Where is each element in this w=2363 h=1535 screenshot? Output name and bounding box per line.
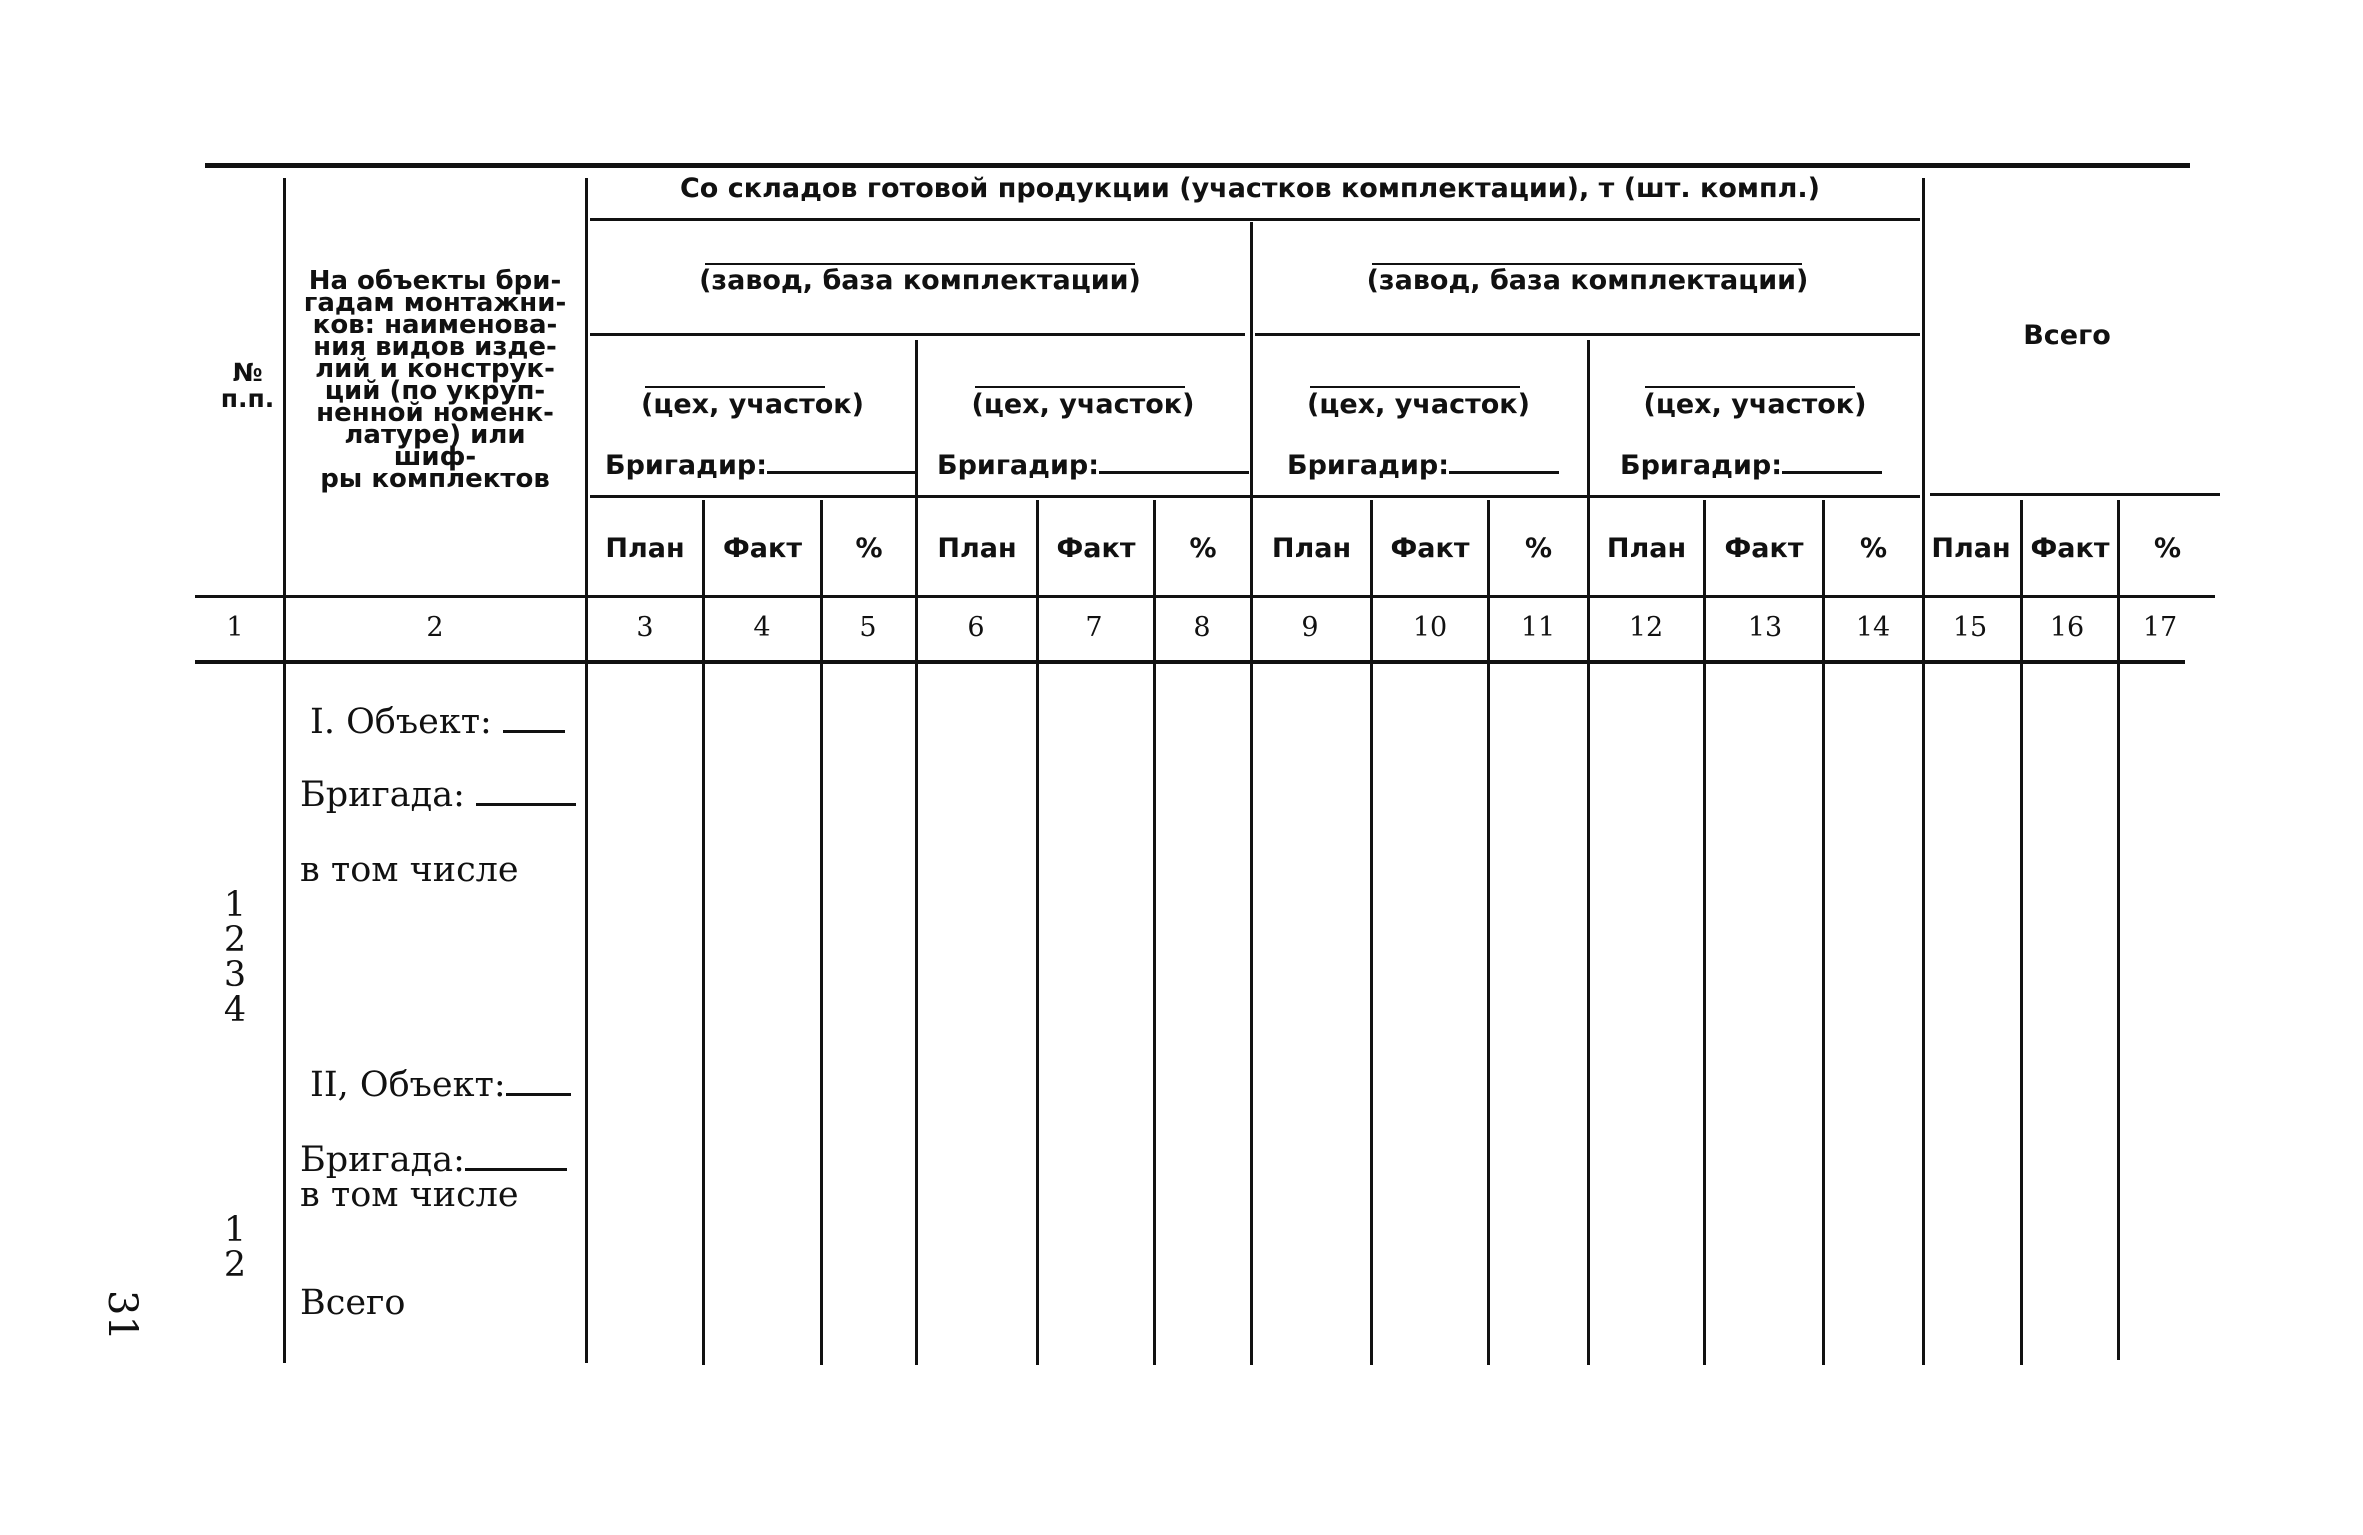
col-name-line: ков: наименова- xyxy=(312,310,558,340)
row-number: 1 xyxy=(223,1210,247,1250)
factory1-underline xyxy=(590,333,1245,336)
col-divider-group-1 xyxy=(915,340,918,1365)
column-number-heading: № п.п. xyxy=(220,358,275,413)
total-underline xyxy=(1930,493,2220,496)
fact-heading: Факт xyxy=(2030,533,2110,564)
object2 xyxy=(310,1065,571,1105)
foreman1-label: Бригадир: xyxy=(605,450,767,481)
factory2-underline xyxy=(1255,333,1920,336)
foreman4-label: Бригадир: xyxy=(1620,450,1782,481)
column-number: 2 xyxy=(426,612,444,643)
plan-heading: План xyxy=(1271,533,1352,564)
percent-heading: % xyxy=(1524,533,1553,564)
fact-heading: Факт xyxy=(723,533,802,564)
brigade1-blank xyxy=(476,803,576,806)
brigade2-blank xyxy=(465,1168,567,1171)
table-top-rule xyxy=(205,163,2190,168)
column-number: 14 xyxy=(1855,612,1891,643)
total-heading: Всего xyxy=(2023,320,2111,351)
col-name-line: На объекты бри- xyxy=(308,266,562,296)
total-row-label: Всего xyxy=(300,1283,406,1323)
object1-label: I. Объект: xyxy=(310,702,492,742)
column-numbers-bottom-rule xyxy=(195,660,2185,664)
col-divider-g xyxy=(1703,500,1706,1365)
page-number: 31 xyxy=(99,1290,145,1341)
column-number: 9 xyxy=(1301,612,1319,643)
shop1-label: (цех, участок) xyxy=(641,389,864,420)
row-number: 4 xyxy=(223,990,247,1030)
foreman3-blank xyxy=(1449,471,1559,474)
column-number: 4 xyxy=(753,612,771,643)
column-number: 6 xyxy=(967,612,985,643)
column-number: 16 xyxy=(2049,612,2085,643)
table-title: Со складов готовой продукции (участков комплектации), т (шт. компл.) xyxy=(679,173,1821,204)
row-number: 1 xyxy=(223,885,247,925)
foreman2 xyxy=(937,450,1249,481)
column-number: 3 xyxy=(636,612,654,643)
object2-blank xyxy=(506,1093,571,1096)
shop-underline xyxy=(590,495,1920,498)
row-number: 2 xyxy=(223,920,247,960)
title-underline xyxy=(590,218,1920,221)
foreman2-blank xyxy=(1099,471,1249,474)
foreman4 xyxy=(1620,450,1882,481)
factory1-label: (завод, база комплектации) xyxy=(699,265,1141,296)
foreman3 xyxy=(1287,450,1559,481)
plan-heading: План xyxy=(605,533,685,564)
col-divider-c xyxy=(1036,500,1039,1365)
shop1-blank xyxy=(645,386,825,388)
shop4-blank xyxy=(1645,386,1855,388)
including2-label: в том числе xyxy=(300,1175,519,1215)
col-name-line: ния видов изде- xyxy=(313,332,557,362)
column-name-heading xyxy=(300,266,570,494)
col-divider-j xyxy=(2117,500,2120,1360)
foreman2-label: Бригадир: xyxy=(937,450,1099,481)
brigade1-label: Бригада: xyxy=(300,775,465,815)
object1 xyxy=(310,702,565,742)
col-divider-a xyxy=(702,500,705,1365)
col-divider-total xyxy=(1922,178,1925,1365)
fact-heading: Факт xyxy=(1724,533,1804,564)
col-divider-f xyxy=(1487,500,1490,1365)
brigade2-label: Бригада: xyxy=(300,1140,465,1180)
column-number: 11 xyxy=(1520,612,1556,643)
row-number: 2 xyxy=(223,1245,247,1285)
col-divider-e xyxy=(1370,500,1373,1365)
foreman4-blank xyxy=(1782,471,1882,474)
object2-label: II, Объект: xyxy=(310,1065,506,1105)
plan-heading: План xyxy=(1606,533,1687,564)
column-number: 10 xyxy=(1412,612,1448,643)
column-number: 5 xyxy=(859,612,877,643)
foreman1 xyxy=(605,450,917,481)
fact-heading: Факт xyxy=(1390,533,1470,564)
column-number: 1 xyxy=(226,612,244,643)
brigade1 xyxy=(300,775,576,815)
col-name-line: ненной номенк- xyxy=(316,398,554,428)
percent-heading: % xyxy=(855,533,883,564)
column-number: 12 xyxy=(1628,612,1664,643)
col-divider-2 xyxy=(585,178,588,1363)
col-name-line: гадам монтажни- xyxy=(303,288,567,318)
col-divider-group-3 xyxy=(1587,340,1590,1365)
plan-heading: План xyxy=(1931,533,2011,564)
shop3-blank xyxy=(1310,386,1520,388)
column-number: 17 xyxy=(2142,612,2178,643)
column-number: 13 xyxy=(1747,612,1783,643)
col-divider-b xyxy=(820,500,823,1365)
col-name-line: лий и конструк- xyxy=(315,354,555,384)
col-name-line: ры комплектов xyxy=(320,464,550,494)
percent-heading: % xyxy=(2153,533,2182,564)
foreman3-label: Бригадир: xyxy=(1287,450,1449,481)
shop4-label: (цех, участок) xyxy=(1643,389,1867,420)
foreman1-blank xyxy=(767,471,917,474)
plan-heading: План xyxy=(937,533,1017,564)
col-divider-1 xyxy=(283,178,286,1363)
header-bottom-rule xyxy=(195,595,2215,598)
col-divider-h xyxy=(1822,500,1825,1365)
brigade2 xyxy=(300,1140,567,1180)
col-divider-i xyxy=(2020,500,2023,1365)
col-name-line: ций (по укруп- xyxy=(324,376,546,406)
col-name-line: латуре) или шиф- xyxy=(344,420,526,472)
row-number: 3 xyxy=(223,955,247,995)
fact-heading: Факт xyxy=(1056,533,1136,564)
shop2-blank xyxy=(975,386,1185,388)
col-divider-d xyxy=(1153,500,1156,1365)
object1-blank xyxy=(503,730,565,733)
shop2-label: (цех, участок) xyxy=(971,389,1195,420)
percent-heading: % xyxy=(1189,533,1217,564)
column-number: 7 xyxy=(1085,612,1103,643)
column-number: 8 xyxy=(1193,612,1211,643)
including1-label: в том числе xyxy=(300,850,519,890)
column-number: 15 xyxy=(1952,612,1988,643)
factory2-label: (завод, база комплектации) xyxy=(1366,265,1809,296)
percent-heading: % xyxy=(1859,533,1888,564)
shop3-label: (цех, участок) xyxy=(1307,389,1530,420)
